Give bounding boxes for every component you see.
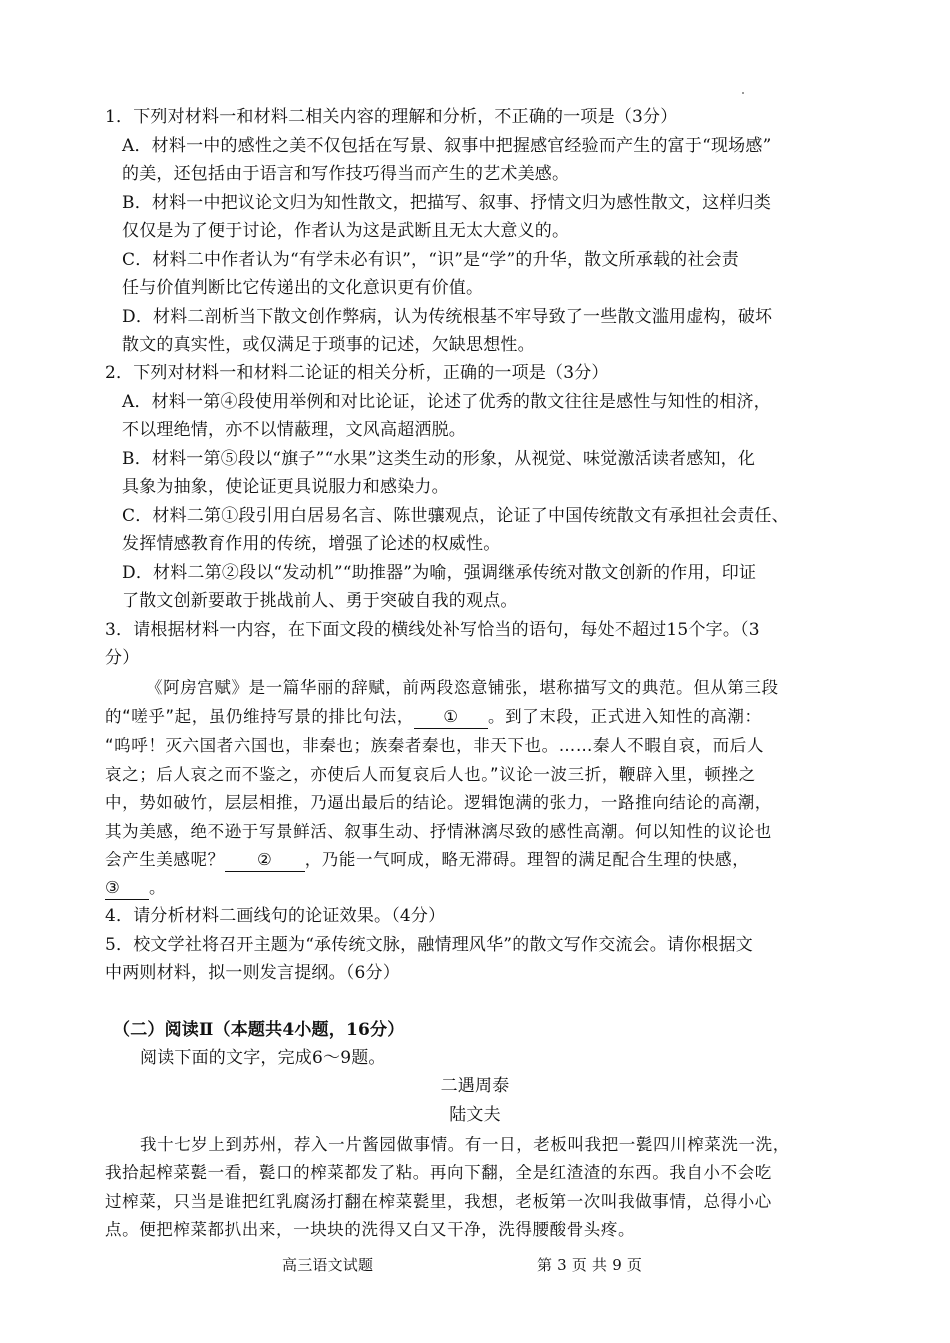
article-line2: 我拾起榨菜甏一看，甏口的榨菜都发了粘。再向下翻，全是红渣渣的东西。我自小不会吃 [105,1163,772,1182]
q3-passage-text: 。 [149,878,167,897]
q3-stem-line1: 3．请根据材料一内容，在下面文段的横线处补写恰当的语句，每处不超过15个字。（3 [105,620,760,640]
q5-stem-line2: 中两则材料，拟一则发言提纲。（6分） [105,963,400,983]
article-line4: 点。便把榨菜都扒出来，一块块的洗得又白又干净，洗得腰酸骨头疼。 [105,1220,636,1239]
q2-option-a-line2: 不以理绝情，亦不以情蔽理，文风高超洒脱。 [122,420,466,440]
q3-passage-line8 [105,874,166,902]
q1-option-d-line2: 散文的真实性，或仅满足于琐事的记述，欠缺思想性。 [122,335,535,355]
answer-blank-1[interactable]: ① [414,706,488,729]
footer-page-number: 第 3 页 共 9 页 [537,1256,643,1274]
q3-passage-text: 的“嗟乎”起，虽仍维持写景的排比句法， [105,707,414,726]
q3-passage-line7 [105,846,749,874]
q2-option-c-line2: 发挥情感教育作用的传统，增强了论述的权威性。 [122,534,501,554]
article-title: 二遇周泰 [440,1076,510,1096]
q1-stem: 1．下列对材料一和材料二相关内容的理解和分析，不正确的一项是（3分） [105,107,678,127]
q1-option-b-line1: B．材料一中把议论文归为知性散文，把描写、叙事、抒情文归为感性散文，这样归类 [122,193,772,213]
scan-speck [742,92,744,94]
q1-option-d-line1: D．材料二剖析当下散文创作弊病，认为传统根基不牢导致了一些散文滥用虚构，破坏 [122,307,773,327]
article-line3: 过榨菜，只当是谁把红乳腐汤打翻在榨菜甏里，我想，老板第一次叫我做事情，总得小心 [105,1192,772,1211]
q2-option-b-line2: 具象为抽象，使论证更具说服力和感染力。 [122,477,449,497]
q3-passage-text: 。到了末段，正式进入知性的高潮： [488,707,762,726]
q1-option-c-line1: C．材料二中作者认为“有学未必有识”，“识”是“学”的升华，散文所承载的社会责 [122,250,739,270]
q3-stem-line2: 分） [105,648,140,668]
q3-passage-line4: 哀之；后人哀之而不鉴之，亦使后人而复哀后人也。”议论一波三折，鞭辟入里，顿挫之 [105,765,756,784]
q5-stem-line1: 5．校文学社将召开主题为“承传统文脉，融情理风华”的散文写作交流会。请你根据文 [105,935,753,955]
answer-blank-3[interactable]: ③ [105,877,149,900]
q2-option-d-line2: 了散文创新要敢于挑战前人、勇于突破自我的观点。 [122,591,518,611]
q3-passage-line2 [105,703,762,731]
q1-option-c-line2: 任与价值判断比它传递出的文化意识更有价值。 [122,278,484,298]
q2-option-d-line1: D．材料二第②段以“发动机”“助推器”为喻，强调继承传统对散文创新的作用，印证 [122,563,757,583]
article-line1: 我十七岁上到苏州，荐入一片酱园做事情。有一日，老板叫我把一甏四川榨菜洗一洗， [140,1135,790,1154]
q3-passage-line1: 《阿房宫赋》是一篇华丽的辞赋，前两段恣意铺张，堪称描写文的典范。但从第三段 [146,678,779,697]
q2-stem: 2．下列对材料一和材料二论证的相关分析，正确的一项是（3分） [105,363,609,383]
q2-option-b-line1: B．材料一第⑤段以“旗子”“水果”这类生动的形象，从视觉、味觉激活读者感知，化 [122,449,756,469]
footer-subject: 高三语文试题 [282,1256,374,1274]
q3-passage-line6: 其为美感，绝不逊于写景鲜活、叙事生动、抒情淋漓尽致的感性高潮。何以知性的议论也 [105,822,772,841]
article-author: 陆文夫 [449,1105,501,1125]
q1-option-a-line2: 的美，还包括由于语言和写作技巧得当而产生的艺术美感。 [122,164,570,184]
section-heading: （二）阅读Ⅱ（本题共4小题，16分） [113,1020,405,1040]
section-instruction: 阅读下面的文字，完成6～9题。 [140,1048,386,1068]
q3-passage-line5: 中，势如破竹，层层相推，乃逼出最后的结论。逻辑饱满的张力，一路推向结论的高潮， [105,793,772,812]
q3-passage-line3: “呜呼！灭六国者六国也，非秦也；族秦者秦也，非天下也。……秦人不暇自哀，而后人 [105,736,764,755]
q3-passage-text: ，乃能一气呵成，略无滞碍。理智的满足配合生理的快感， [304,850,750,869]
q3-passage-text: 会产生美感呢？ [105,850,225,869]
q4-stem: 4．请分析材料二画线句的论证效果。（4分） [105,906,446,926]
q1-option-a-line1: A．材料一中的感性之美不仅包括在写景、叙事中把握感官经验而产生的富于“现场感” [122,136,772,156]
q2-option-c-line1: C．材料二第①段引用白居易名言、陈世骧观点，论证了中国传统散文有承担社会责任、 [122,506,789,526]
q2-option-a-line1: A．材料一第④段使用举例和对比论证，论述了优秀的散文往往是感性与知性的相济， [122,392,771,412]
answer-blank-2[interactable]: ② [225,849,305,872]
q1-option-b-line2: 仅仅是为了便于讨论，作者认为这是武断且无太大意义的。 [122,221,570,241]
